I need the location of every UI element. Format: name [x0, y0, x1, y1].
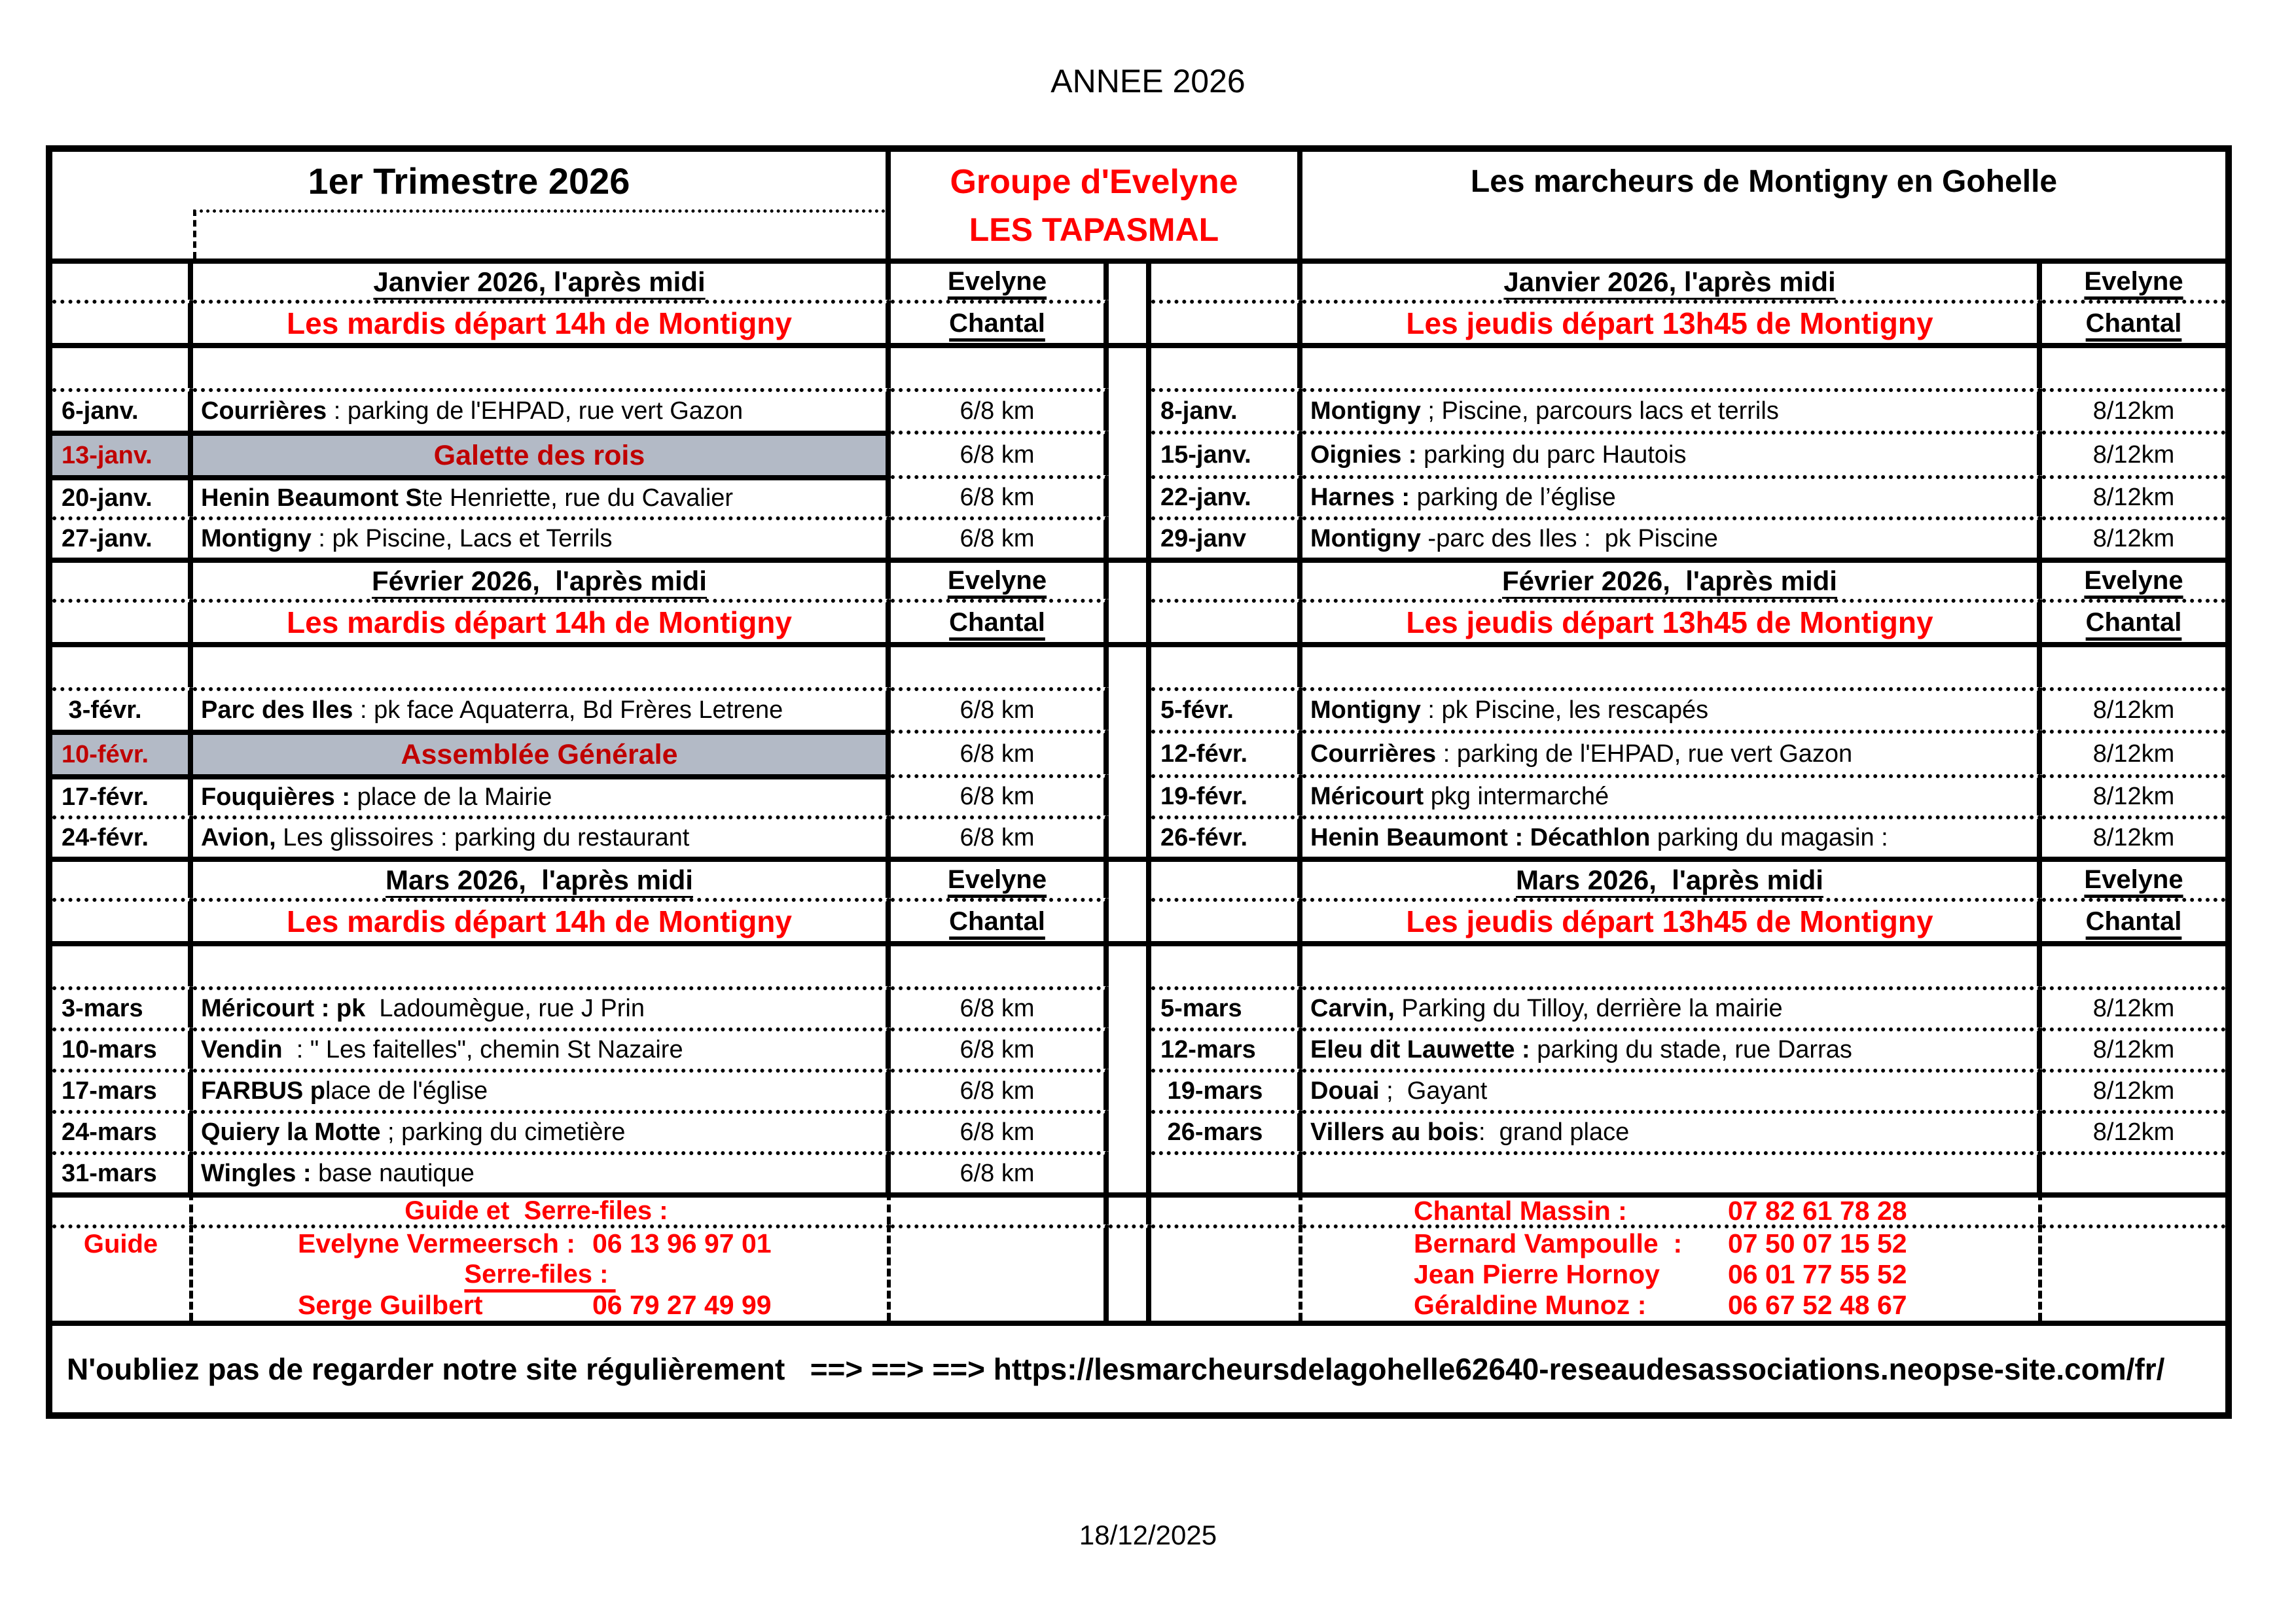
location-cell	[193, 475, 891, 516]
empty-row	[52, 941, 2225, 986]
date-cell: 13-janv.	[52, 431, 193, 475]
divider-cell	[1109, 599, 1151, 642]
date-cell: 27-janv.	[52, 516, 193, 558]
spacer-cell	[52, 1192, 193, 1224]
place-name: FARBUS p	[201, 1077, 325, 1105]
spacer-cell	[1151, 1224, 1302, 1321]
location-cell	[193, 1151, 891, 1192]
spacer-cell	[52, 259, 193, 300]
spacer-cell	[193, 343, 891, 388]
distance-cell: 8/12km	[2042, 431, 2225, 475]
divider-cell	[1109, 941, 1151, 986]
schedule-row-highlighted	[52, 431, 2225, 475]
date-cell: 17-mars	[52, 1069, 193, 1110]
date-cell: 5-mars	[1151, 986, 1302, 1027]
date-cell: 15-janv.	[1151, 431, 1302, 475]
distance-cell: 6/8 km	[891, 774, 1109, 815]
distance-cell: 6/8 km	[891, 1069, 1109, 1110]
spacer-cell	[52, 300, 193, 343]
date-cell: 19-févr.	[1151, 774, 1302, 815]
schedule-note: Les jeudis départ 13h45 de Montigny	[1302, 599, 2042, 642]
place-name: Wingles :	[201, 1160, 312, 1187]
place-detail: : pk Piscine, les rescapés	[1420, 696, 1709, 724]
place-name: Villers au bois	[1310, 1118, 1479, 1146]
spacer-cell	[52, 857, 193, 898]
location-cell	[193, 986, 891, 1027]
location-cell	[193, 774, 891, 815]
guide-section-title: Guide et Serre-files :	[193, 1192, 891, 1224]
distance-cell: 8/12km	[2042, 516, 2225, 558]
contacts-cell	[1302, 1224, 2042, 1321]
table-header	[52, 152, 2225, 259]
contact-line	[1302, 1290, 2038, 1321]
distance-cell: 6/8 km	[891, 730, 1109, 774]
contact-name: Géraldine Munoz :	[1414, 1290, 1647, 1320]
spacer-cell	[891, 642, 1109, 687]
leader-name: Chantal	[2042, 898, 2225, 941]
divider-cell	[1109, 1027, 1151, 1069]
month-title: Mars 2026, l'après midi	[193, 857, 891, 898]
location-cell	[1302, 1069, 2042, 1110]
spacer-cell	[1151, 599, 1302, 642]
guide-body-row	[52, 1224, 2225, 1321]
place-detail: : " Les faitelles", chemin St Nazaire	[282, 1036, 683, 1063]
distance-cell: 8/12km	[2042, 1069, 2225, 1110]
place-detail: -parc des Iles : pk Piscine	[1420, 525, 1718, 552]
divider-cell	[1109, 986, 1151, 1027]
distance-cell: 6/8 km	[891, 1151, 1109, 1192]
place-name: Méricourt	[1310, 783, 1424, 810]
spacer-cell	[52, 558, 193, 599]
location-cell	[1302, 516, 2042, 558]
schedule-row	[52, 815, 2225, 857]
leader-name: Chantal	[891, 300, 1109, 343]
spacer-cell	[1302, 642, 2042, 687]
place-detail: ; parking du cimetière	[380, 1118, 626, 1146]
contact-line	[1302, 1259, 2038, 1290]
spacer-cell	[2042, 1224, 2225, 1321]
spacer-cell	[1151, 857, 1302, 898]
location-cell	[1302, 475, 2042, 516]
date-cell: 29-janv	[1151, 516, 1302, 558]
schedule-note: Les mardis départ 14h de Montigny	[193, 898, 891, 941]
schedule-note: Les jeudis départ 13h45 de Montigny	[1302, 898, 2042, 941]
guide-role-label: Guide	[83, 1230, 158, 1258]
schedule-row-highlighted	[52, 730, 2225, 774]
date-cell: 10-févr.	[52, 730, 193, 774]
month-header-row	[52, 857, 2225, 898]
spacer-cell	[52, 599, 193, 642]
place-detail: te Henriette, rue du Cavalier	[422, 484, 734, 512]
place-detail: : parking de l'EHPAD, rue vert Gazon	[327, 397, 744, 425]
guide-header-row	[52, 1192, 2225, 1224]
spacer-cell	[1151, 642, 1302, 687]
event-cell: Galette des rois	[193, 431, 891, 475]
place-name: Courrières	[201, 397, 327, 425]
date-cell: 12-mars	[1151, 1027, 1302, 1069]
place-name: Montigny	[201, 525, 312, 552]
place-detail: parking du magasin :	[1650, 824, 1888, 851]
distance-cell: 8/12km	[2042, 687, 2225, 730]
date-cell: 31-mars	[52, 1151, 193, 1192]
spacer-cell	[1151, 941, 1302, 986]
contact-row	[1302, 1290, 2038, 1321]
spacer-cell	[1151, 343, 1302, 388]
divider-cell	[1109, 516, 1151, 558]
schedule-row	[52, 1151, 2225, 1192]
place-name: Henin Beaumont : Décathlon	[1310, 824, 1651, 851]
divider-cell	[1109, 558, 1151, 599]
contact-name: Evelyne Vermeersch :	[298, 1228, 575, 1258]
location-cell	[1302, 388, 2042, 431]
divider-cell	[1109, 1192, 1151, 1224]
contact-line	[1302, 1228, 2038, 1259]
place-name: Eleu dit Lauwette :	[1310, 1036, 1530, 1063]
date-cell: 12-févr.	[1151, 730, 1302, 774]
date-cell: 24-févr.	[52, 815, 193, 857]
divider-cell	[1109, 1151, 1151, 1192]
divider-cell	[1109, 898, 1151, 941]
schedule-row	[52, 516, 2225, 558]
divider-cell	[1109, 687, 1151, 730]
place-detail: parking du stade, rue Darras	[1530, 1036, 1852, 1063]
leader-name: Chantal	[2042, 300, 2225, 343]
place-name: Montigny	[1310, 696, 1421, 724]
divider-cell	[1109, 259, 1151, 300]
divider-cell	[1109, 1069, 1151, 1110]
date-cell: 6-janv.	[52, 388, 193, 431]
place-detail: pkg intermarché	[1424, 783, 1609, 810]
divider-cell	[1109, 815, 1151, 857]
contact-name: Bernard Vampoulle :	[1414, 1228, 1683, 1258]
guide-line	[193, 1259, 887, 1290]
spacer-cell	[891, 1192, 1109, 1224]
website-note: N'oubliez pas de regarder notre site régulièrement ==> ==> ==> https://lesmarcheursdelagohelle62640-reseaudesassociations.neopse-site.com/fr/	[52, 1321, 2225, 1412]
contact-phone: 06 01 77 55 52	[1728, 1259, 1907, 1289]
divider-cell	[1109, 730, 1151, 774]
place-name: Douai	[1310, 1077, 1380, 1105]
group-title: Groupe d'Evelyne	[950, 162, 1238, 201]
place-detail: : pk Piscine, Lacs et Terrils	[311, 525, 613, 552]
location-cell	[193, 516, 891, 558]
schedule-note: Les jeudis départ 13h45 de Montigny	[1302, 300, 2042, 343]
date-cell: 10-mars	[52, 1027, 193, 1069]
place-name: Carvin,	[1310, 995, 1395, 1022]
date-cell: 24-mars	[52, 1110, 193, 1151]
schedule-row	[52, 1027, 2225, 1069]
contact-line	[1302, 1196, 2038, 1224]
location-cell	[1302, 687, 2042, 730]
spacer-cell	[1302, 941, 2042, 986]
location-cell	[1302, 1027, 2042, 1069]
place-name: Vendin	[201, 1036, 283, 1063]
contact-name: Jean Pierre Hornoy	[1414, 1259, 1660, 1289]
guide-role-cell	[52, 1224, 193, 1321]
date-cell: 8-janv.	[1151, 388, 1302, 431]
location-cell	[1302, 431, 2042, 475]
place-name: Courrières	[1310, 740, 1437, 768]
spacer-cell	[1302, 343, 2042, 388]
contact-phone: 06 13 96 97 01	[592, 1228, 772, 1258]
spacer-cell	[2042, 941, 2225, 986]
spacer-cell	[193, 642, 891, 687]
place-name: Montigny	[1310, 525, 1421, 552]
month-title: Janvier 2026, l'après midi	[193, 259, 891, 300]
divider-cell	[1109, 300, 1151, 343]
date-cell: 19-mars	[1151, 1069, 1302, 1110]
spacer-cell	[1151, 898, 1302, 941]
distance-cell: 8/12km	[2042, 388, 2225, 431]
serre-files-title: Serre-files :	[464, 1260, 616, 1289]
place-name: Avion,	[201, 824, 276, 851]
distance-cell: 8/12km	[2042, 475, 2225, 516]
date-cell: 3-mars	[52, 986, 193, 1027]
schedule-row	[52, 475, 2225, 516]
leader-name: Evelyne	[891, 558, 1109, 599]
contact-phone: 06 79 27 49 99	[592, 1290, 772, 1320]
divider-cell	[1109, 1110, 1151, 1151]
distance-cell: 6/8 km	[891, 1110, 1109, 1151]
contact-row	[1302, 1259, 2038, 1290]
location-cell	[1302, 815, 2042, 857]
contact-line	[193, 1228, 887, 1259]
place-name: Montigny	[1310, 397, 1421, 425]
guide-details-cell	[193, 1224, 891, 1321]
place-detail: Ladoumègue, rue J Prin	[365, 995, 645, 1022]
date-cell: 17-févr.	[52, 774, 193, 815]
spacer-cell	[52, 941, 193, 986]
leader-name: Evelyne	[2042, 259, 2225, 300]
schedule-row	[52, 1069, 2225, 1110]
spacer-cell	[2042, 642, 2225, 687]
spacer-cell	[1151, 259, 1302, 300]
location-cell	[1302, 986, 2042, 1027]
distance-cell: 6/8 km	[891, 1027, 1109, 1069]
divider-cell	[1109, 774, 1151, 815]
location-cell	[193, 388, 891, 431]
place-name: Quiery la Motte	[201, 1118, 381, 1146]
group-subtitle: LES TAPASMAL	[969, 211, 1219, 248]
place-detail: parking du parc Hautois	[1416, 440, 1687, 469]
spacer-cell	[891, 1224, 1109, 1321]
location-cell	[193, 687, 891, 730]
annee-title: ANNEE 2026	[1050, 63, 1246, 99]
leader-name: Evelyne	[891, 259, 1109, 300]
distance-cell: 6/8 km	[891, 516, 1109, 558]
place-detail: base nautique	[311, 1160, 475, 1187]
leader-name: Evelyne	[2042, 558, 2225, 599]
contact-name: Chantal Massin :	[1414, 1196, 1627, 1224]
place-name: Méricourt : pk	[201, 995, 366, 1022]
distance-cell: 6/8 km	[891, 475, 1109, 516]
location-cell	[193, 815, 891, 857]
place-detail: : grand place	[1478, 1118, 1630, 1146]
footer-date: 18/12/2025	[1079, 1520, 1217, 1550]
leader-name: Evelyne	[891, 857, 1109, 898]
divider-cell	[1109, 475, 1151, 516]
date-cell: 20-janv.	[52, 475, 193, 516]
distance-cell: 8/12km	[2042, 774, 2225, 815]
leader-name: Chantal	[891, 599, 1109, 642]
distance-cell: 8/12km	[2042, 815, 2225, 857]
spacer-cell	[1151, 1192, 1302, 1224]
date-cell: 26-févr.	[1151, 815, 1302, 857]
place-name: Parc des Iles	[201, 696, 353, 724]
divider-cell	[1109, 857, 1151, 898]
date-cell: 22-janv.	[1151, 475, 1302, 516]
divider-cell	[1109, 343, 1151, 388]
place-detail: ; Piscine, parcours lacs et terrils	[1420, 397, 1779, 425]
schedule-row	[52, 774, 2225, 815]
place-detail: lace de l'église	[325, 1077, 488, 1105]
schedule-note-row	[52, 599, 2225, 642]
divider-cell	[1109, 1224, 1151, 1321]
month-title: Janvier 2026, l'après midi	[1302, 259, 2042, 300]
date-cell: 3-févr.	[52, 687, 193, 730]
distance-cell: 8/12km	[2042, 1110, 2225, 1151]
empty-row	[52, 642, 2225, 687]
schedule-table	[46, 145, 2232, 1419]
distance-cell: 6/8 km	[891, 687, 1109, 730]
empty-subheader-box	[193, 209, 886, 259]
spacer-cell	[1151, 300, 1302, 343]
place-name: Fouquières :	[201, 783, 351, 811]
empty-row	[52, 343, 2225, 388]
leader-name: Chantal	[891, 898, 1109, 941]
group-header-cell	[891, 152, 1302, 259]
contact-name: Serge Guilbert	[298, 1290, 483, 1320]
contact-phone: 07 82 61 78 28	[1728, 1196, 1907, 1224]
location-cell	[1302, 1110, 2042, 1151]
date-cell: 26-mars	[1151, 1110, 1302, 1151]
spacer-cell	[891, 343, 1109, 388]
schedule-note: Les mardis départ 14h de Montigny	[193, 599, 891, 642]
location-cell	[193, 1069, 891, 1110]
place-name: Oignies :	[1310, 440, 1417, 469]
empty-cell	[2042, 1151, 2225, 1192]
location-cell	[193, 1027, 891, 1069]
place-detail: Parking du Tilloy, derrière la mairie	[1394, 995, 1783, 1022]
spacer-cell	[2042, 1192, 2225, 1224]
place-detail: parking de l’église	[1410, 484, 1616, 511]
spacer-cell	[52, 898, 193, 941]
spacer-cell	[193, 941, 891, 986]
spacer-cell	[2042, 343, 2225, 388]
event-cell: Assemblée Générale	[193, 730, 891, 774]
place-detail: : pk face Aquaterra, Bd Frères Letrene	[353, 696, 783, 724]
distance-cell: 6/8 km	[891, 986, 1109, 1027]
schedule-note-row	[52, 898, 2225, 941]
location-cell	[193, 1110, 891, 1151]
guide-line	[193, 1228, 887, 1259]
place-detail: ; Gayant	[1379, 1077, 1488, 1105]
distance-cell: 8/12km	[2042, 1027, 2225, 1069]
schedule-row	[52, 986, 2225, 1027]
location-cell	[1302, 730, 2042, 774]
month-header-row	[52, 558, 2225, 599]
distance-cell: 6/8 km	[891, 431, 1109, 475]
schedule-row	[52, 687, 2225, 730]
distance-cell: 8/12km	[2042, 730, 2225, 774]
contact-phone: 06 67 52 48 67	[1728, 1290, 1907, 1320]
spacer-cell	[891, 941, 1109, 986]
spacer-cell	[1151, 558, 1302, 599]
contact-line	[193, 1290, 887, 1321]
distance-cell: 6/8 km	[891, 815, 1109, 857]
place-name: Henin Beaumont S	[201, 484, 422, 512]
divider-cell	[1109, 431, 1151, 475]
date-cell: 5-févr.	[1151, 687, 1302, 730]
schedule-row	[52, 1110, 2225, 1151]
contact-phone: 07 50 07 15 52	[1728, 1228, 1907, 1258]
contact-row	[1302, 1192, 2042, 1224]
trimester-title: 1er Trimestre 2026	[308, 160, 630, 202]
spacer-cell	[52, 642, 193, 687]
guide-line	[193, 1290, 887, 1321]
divider-cell	[1109, 642, 1151, 687]
month-header-row	[52, 259, 2225, 300]
empty-cell	[1302, 1151, 2042, 1192]
place-detail: : parking de l'EHPAD, rue vert Gazon	[1436, 740, 1853, 768]
divider-cell	[1109, 388, 1151, 431]
place-detail: place de la Mairie	[350, 783, 552, 811]
distance-cell: 8/12km	[2042, 986, 2225, 1027]
month-title: Février 2026, l'après midi	[193, 558, 891, 599]
spacer-cell	[52, 343, 193, 388]
month-title: Mars 2026, l'après midi	[1302, 857, 2042, 898]
leader-name: Evelyne	[2042, 857, 2225, 898]
schedule-note-row	[52, 300, 2225, 343]
place-detail: Les glissoires : parking du restaurant	[276, 824, 690, 851]
schedule-note: Les mardis départ 14h de Montigny	[193, 300, 891, 343]
schedule-row	[52, 388, 2225, 431]
association-title: Les marcheurs de Montigny en Gohelle	[1470, 164, 2058, 199]
location-cell	[1302, 774, 2042, 815]
place-name: Harnes :	[1310, 484, 1410, 511]
month-title: Février 2026, l'après midi	[1302, 558, 2042, 599]
leader-name: Chantal	[2042, 599, 2225, 642]
empty-cell	[1151, 1151, 1302, 1192]
trimester-header-cell	[52, 152, 891, 259]
contact-row	[1302, 1228, 2038, 1259]
distance-cell: 6/8 km	[891, 388, 1109, 431]
